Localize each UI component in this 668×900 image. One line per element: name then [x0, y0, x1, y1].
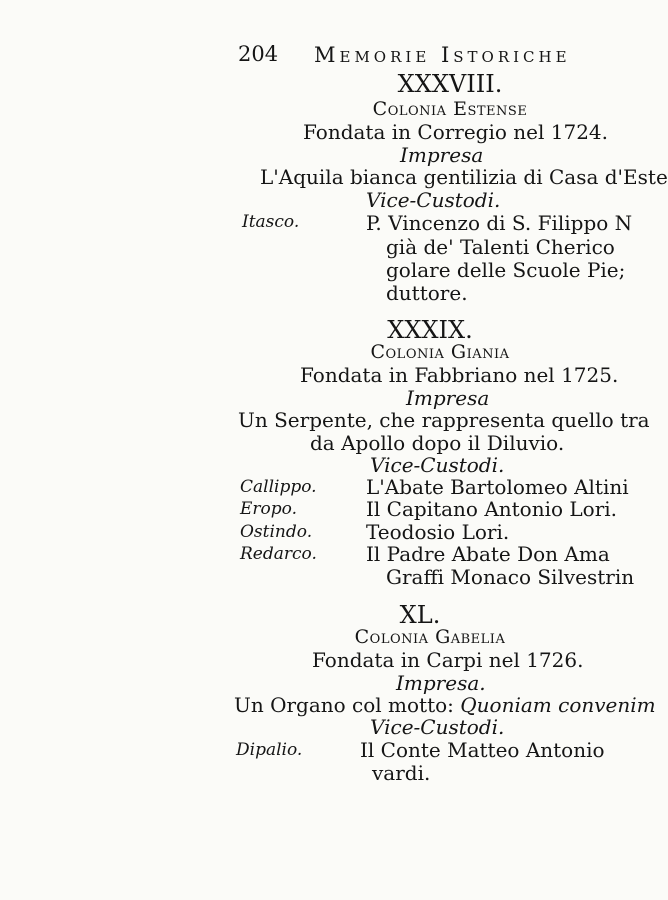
impresa-text: Un Serpente, che rappresenta quello tra: [238, 408, 650, 432]
running-title: Memorie Istoriche: [314, 43, 571, 67]
vice-custodi-label: Vice-Custodi.: [366, 188, 501, 212]
custodian-line: già de' Talenti Cherico: [386, 235, 615, 259]
custodian-line: Il Padre Abate Don Ama: [366, 542, 610, 566]
section-numeral: XXXIX.: [387, 316, 473, 344]
colony-title: Colonia Estense: [372, 98, 528, 120]
founding-line: Fondata in Carpi nel 1726.: [312, 648, 584, 672]
impresa-text: da Apollo dopo il Diluvio.: [310, 431, 565, 455]
impresa-text: L'Aquila bianca gentilizia di Casa d'Este: [260, 165, 668, 189]
impresa-label: Impresa: [406, 386, 490, 410]
custodian-line: Graffi Monaco Silvestrin: [386, 565, 635, 589]
custodian-line: golare delle Scuole Pie;: [386, 258, 626, 282]
impresa-motto: Quoniam convenim: [460, 693, 656, 717]
custodian-name: Eropo.: [240, 499, 297, 519]
section-numeral: XL.: [399, 601, 441, 629]
impresa-label: Impresa: [400, 143, 484, 167]
custodian-line: P. Vincenzo di S. Filippo N: [366, 211, 633, 235]
colony-title: Colonia Gabelia: [354, 626, 506, 648]
custodian-name: Ostindo.: [240, 522, 313, 542]
custodian-line: L'Abate Bartolomeo Altini: [366, 475, 629, 499]
custodian-name: Callippo.: [240, 477, 317, 497]
custodian-line: Il Capitano Antonio Lori.: [366, 497, 618, 521]
custodian-line: vardi.: [372, 761, 431, 785]
custodian-name: Itasco.: [242, 212, 300, 232]
founding-line: Fondata in Fabbriano nel 1725.: [300, 363, 619, 387]
custodian-line: Teodosio Lori.: [366, 520, 510, 544]
custodian-name: Redarco.: [240, 544, 317, 564]
impresa-label: Impresa.: [396, 671, 486, 695]
vice-custodi-label: Vice-Custodi.: [370, 453, 505, 477]
section-numeral: XXXVIII.: [397, 70, 503, 98]
custodian-line: Il Conte Matteo Antonio: [360, 738, 605, 762]
custodian-line: duttore.: [386, 281, 468, 305]
page-number: 204: [238, 42, 279, 66]
colony-title: Colonia Giania: [370, 341, 510, 363]
founding-line: Fondata in Corregio nel 1724.: [303, 120, 609, 144]
custodian-name: Dipalio.: [236, 740, 303, 760]
vice-custodi-label: Vice-Custodi.: [370, 715, 505, 739]
impresa-text-plain: Un Organo col motto:: [234, 693, 454, 717]
impresa-text: [234, 695, 656, 715]
